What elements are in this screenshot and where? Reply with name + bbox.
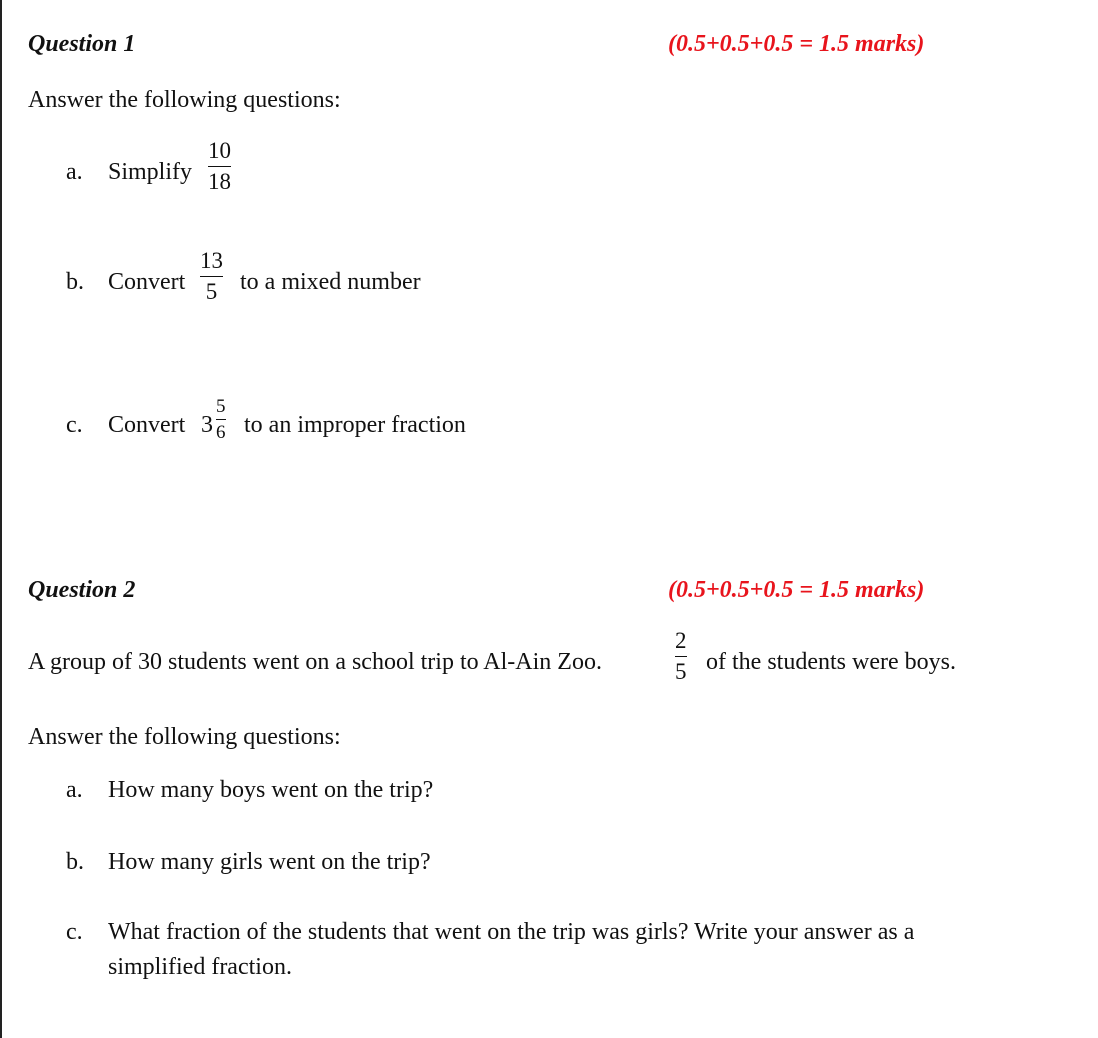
q2-b-letter: b. <box>66 849 84 875</box>
q2-intro-after: of the students were boys. <box>706 649 956 675</box>
q2-a-letter: a. <box>66 777 83 803</box>
q1-c-after: to an improper fraction <box>244 412 466 438</box>
question-2-instruction: Answer the following questions: <box>28 724 341 750</box>
question-1-marks: (0.5+0.5+0.5 = 1.5 marks) <box>668 31 925 57</box>
q1-b-text: Convert <box>108 269 186 295</box>
question-2-title: Question 2 <box>28 577 136 603</box>
q1-c-text: Convert <box>108 412 186 438</box>
q1-b-fraction <box>200 248 223 305</box>
q1-c-fraction <box>216 396 226 443</box>
q2-c-letter: c. <box>66 919 83 945</box>
q2-c-text: What fraction of the students that went on the trip was girls? Write your answer as a <box>108 919 915 945</box>
q1-c-whole: 3 <box>201 412 213 438</box>
q1-b-after: to a mixed number <box>240 269 421 295</box>
q1-a-fraction <box>208 138 231 195</box>
numerator: 5 <box>216 396 226 417</box>
question-1-title: Question 1 <box>28 31 136 57</box>
numerator: 10 <box>208 138 231 163</box>
denominator: 18 <box>208 169 231 194</box>
numerator: 2 <box>675 628 687 653</box>
denominator: 5 <box>205 279 218 304</box>
q1-a-letter: a. <box>66 159 83 185</box>
q1-c-letter: c. <box>66 412 83 438</box>
q2-intro: A group of 30 students went on a school trip to Al-Ain Zoo. <box>28 649 602 675</box>
q2-b-text: How many girls went on the trip? <box>108 849 431 875</box>
q1-b-letter: b. <box>66 269 84 295</box>
denominator: 6 <box>216 422 226 443</box>
question-2-marks: (0.5+0.5+0.5 = 1.5 marks) <box>668 577 925 603</box>
denominator: 5 <box>675 659 687 684</box>
numerator: 13 <box>200 248 223 273</box>
q2-c-text-cont: simplified fraction. <box>108 954 292 980</box>
q2-fraction <box>675 628 687 685</box>
page-left-border <box>0 0 2 1038</box>
q2-a-text: How many boys went on the trip? <box>108 777 434 803</box>
question-1-instruction: Answer the following questions: <box>28 87 341 113</box>
q1-a-text: Simplify <box>108 159 193 185</box>
